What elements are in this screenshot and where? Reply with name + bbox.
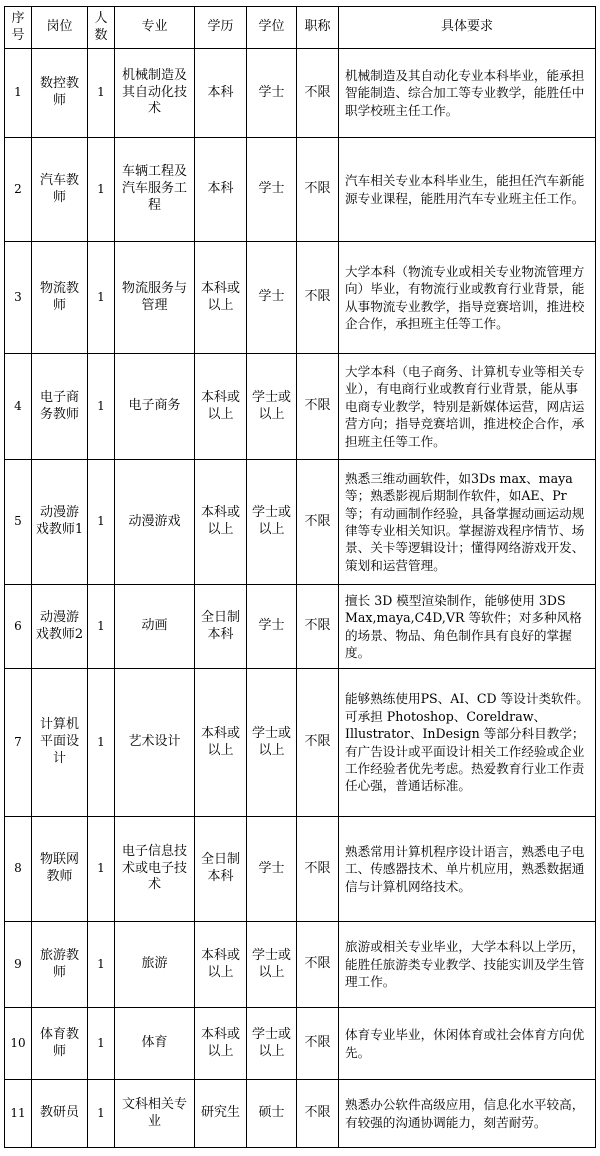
recruitment-table — [4, 6, 596, 1148]
cell-education: 全日制本科 — [195, 817, 247, 922]
cell-post: 物流教师 — [32, 242, 88, 354]
cell-count: 1 — [88, 1080, 115, 1148]
cell-seq: 5 — [5, 460, 32, 585]
cell-requirements: 机械制造及其自动化专业本科毕业，能承担智能制造、综合加工等专业教学，能胜任中职学校班主任工作。 — [339, 49, 596, 138]
cell-count: 1 — [88, 1008, 115, 1080]
cell-title: 不限 — [297, 460, 339, 585]
cell-title: 不限 — [297, 585, 339, 669]
cell-title: 不限 — [297, 1080, 339, 1148]
cell-title: 不限 — [297, 49, 339, 138]
header-title: 职称 — [297, 7, 339, 49]
cell-education: 本科或以上 — [195, 1008, 247, 1080]
cell-seq: 6 — [5, 585, 32, 669]
cell-post: 数控教师 — [32, 49, 88, 138]
cell-seq: 9 — [5, 922, 32, 1008]
cell-count: 1 — [88, 460, 115, 585]
cell-requirements: 旅游或相关专业毕业，大学本科以上学历，能胜任旅游类专业教学、技能实训及学生管理工作。 — [339, 922, 596, 1008]
header-requirements: 具体要求 — [339, 7, 596, 49]
cell-degree: 学士 — [247, 138, 297, 242]
cell-education: 全日制本科 — [195, 585, 247, 669]
cell-requirements: 熟悉三维动画软件，如3Ds max、maya等；熟悉影视后期制作软件，如AE、Pr等；有动画制作经验，具备掌握动画运动规律等专业相关知识。掌握游戏程序情节、场景、关卡等逻辑设计；懂得网络游戏开发、策划和运营管理。 — [339, 460, 596, 585]
cell-count: 1 — [88, 817, 115, 922]
cell-count: 1 — [88, 49, 115, 138]
cell-count: 1 — [88, 138, 115, 242]
cell-count: 1 — [88, 922, 115, 1008]
cell-count: 1 — [88, 669, 115, 817]
cell-major: 动漫游戏 — [115, 460, 195, 585]
table-row — [5, 242, 596, 354]
cell-seq: 4 — [5, 354, 32, 460]
cell-education: 本科或以上 — [195, 460, 247, 585]
table-row — [5, 354, 596, 460]
cell-education: 本科或以上 — [195, 354, 247, 460]
cell-post: 动漫游戏教师1 — [32, 460, 88, 585]
cell-education: 本科或以上 — [195, 669, 247, 817]
header-education: 学历 — [195, 7, 247, 49]
cell-degree: 学士 — [247, 817, 297, 922]
cell-seq: 1 — [5, 49, 32, 138]
cell-requirements: 体育专业毕业，休闲体育或社会体育方向优先。 — [339, 1008, 596, 1080]
table-row — [5, 1008, 596, 1080]
cell-post: 汽车教师 — [32, 138, 88, 242]
cell-degree: 学士或以上 — [247, 669, 297, 817]
cell-education: 本科 — [195, 49, 247, 138]
cell-title: 不限 — [297, 138, 339, 242]
cell-requirements: 熟悉常用计算机程序设计语言，熟悉电子电工、传感器技术、单片机应用，熟悉数据通信与计算机网络技术。 — [339, 817, 596, 922]
cell-degree: 学士或以上 — [247, 922, 297, 1008]
cell-post: 教研员 — [32, 1080, 88, 1148]
cell-education: 本科或以上 — [195, 922, 247, 1008]
header-degree: 学位 — [247, 7, 297, 49]
cell-major: 文科相关专业 — [115, 1080, 195, 1148]
header-major: 专业 — [115, 7, 195, 49]
cell-education: 研究生 — [195, 1080, 247, 1148]
cell-title: 不限 — [297, 669, 339, 817]
table-row — [5, 138, 596, 242]
cell-major: 机械制造及其自动化技术 — [115, 49, 195, 138]
cell-major: 电子商务 — [115, 354, 195, 460]
cell-degree: 学士 — [247, 49, 297, 138]
cell-title: 不限 — [297, 242, 339, 354]
cell-title: 不限 — [297, 817, 339, 922]
header-seq: 序号 — [5, 7, 32, 49]
cell-major: 旅游 — [115, 922, 195, 1008]
cell-count: 1 — [88, 354, 115, 460]
cell-requirements: 大学本科（物流专业或相关专业物流管理方向）毕业，有物流行业或教育行业背景，能从事物流专业教学，指导竞赛培训，推进校企合作，承担班主任等工作。 — [339, 242, 596, 354]
cell-seq: 8 — [5, 817, 32, 922]
table-row — [5, 49, 596, 138]
cell-degree: 学士或以上 — [247, 1008, 297, 1080]
cell-degree: 学士 — [247, 585, 297, 669]
cell-post: 物联网教师 — [32, 817, 88, 922]
table-row — [5, 669, 596, 817]
table-row — [5, 585, 596, 669]
cell-degree: 学士或以上 — [247, 460, 297, 585]
cell-education: 本科 — [195, 138, 247, 242]
cell-count: 1 — [88, 585, 115, 669]
cell-count: 1 — [88, 242, 115, 354]
cell-major: 物流服务与管理 — [115, 242, 195, 354]
cell-education: 本科或以上 — [195, 242, 247, 354]
cell-major: 体育 — [115, 1008, 195, 1080]
cell-title: 不限 — [297, 922, 339, 1008]
cell-requirements: 大学本科（电子商务、计算机专业等相关专业），有电商行业或教育行业背景，能从事电商专业教学，特别是新媒体运营，网店运营方向；指导竞赛培训，推进校企合作，承担班主任等工作。 — [339, 354, 596, 460]
header-count: 人数 — [88, 7, 115, 49]
table-header-row — [5, 7, 596, 49]
cell-major: 动画 — [115, 585, 195, 669]
cell-seq: 10 — [5, 1008, 32, 1080]
cell-degree: 学士或以上 — [247, 354, 297, 460]
table-row — [5, 1080, 596, 1148]
table-row — [5, 922, 596, 1008]
cell-post: 旅游教师 — [32, 922, 88, 1008]
cell-post: 计算机平面设计 — [32, 669, 88, 817]
cell-major: 车辆工程及汽车服务工程 — [115, 138, 195, 242]
cell-major: 电子信息技术或电子技术 — [115, 817, 195, 922]
cell-seq: 7 — [5, 669, 32, 817]
cell-title: 不限 — [297, 1008, 339, 1080]
cell-post: 动漫游戏教师2 — [32, 585, 88, 669]
cell-requirements: 能够熟练使用PS、AI、CD 等设计类软件。可承担 Photoshop、Coreldraw、Illustrator、InDesign 等部分科目教学；有广告设计或平面设计相关工作经验或企业工作经验者优先考虑。热爱教育行业工作责任心强，普通话标准。 — [339, 669, 596, 817]
cell-degree: 学士 — [247, 242, 297, 354]
header-post: 岗位 — [32, 7, 88, 49]
cell-seq: 3 — [5, 242, 32, 354]
table-row — [5, 817, 596, 922]
cell-seq: 11 — [5, 1080, 32, 1148]
cell-post: 体育教师 — [32, 1008, 88, 1080]
cell-seq: 2 — [5, 138, 32, 242]
cell-major: 艺术设计 — [115, 669, 195, 817]
cell-requirements: 擅长 3D 模型渲染制作，能够使用 3DS Max,maya,C4D,VR 等软件；对多种风格的场景、物品、角色制作具有良好的掌握度。 — [339, 585, 596, 669]
cell-degree: 硕士 — [247, 1080, 297, 1148]
cell-requirements: 熟悉办公软件高级应用，信息化水平较高，有较强的沟通协调能力，刻苦耐劳。 — [339, 1080, 596, 1148]
table-row — [5, 460, 596, 585]
cell-title: 不限 — [297, 354, 339, 460]
cell-requirements: 汽车相关专业本科毕业生，能担任汽车新能源专业课程，能胜用汽车专业班主任工作。 — [339, 138, 596, 242]
cell-post: 电子商务教师 — [32, 354, 88, 460]
